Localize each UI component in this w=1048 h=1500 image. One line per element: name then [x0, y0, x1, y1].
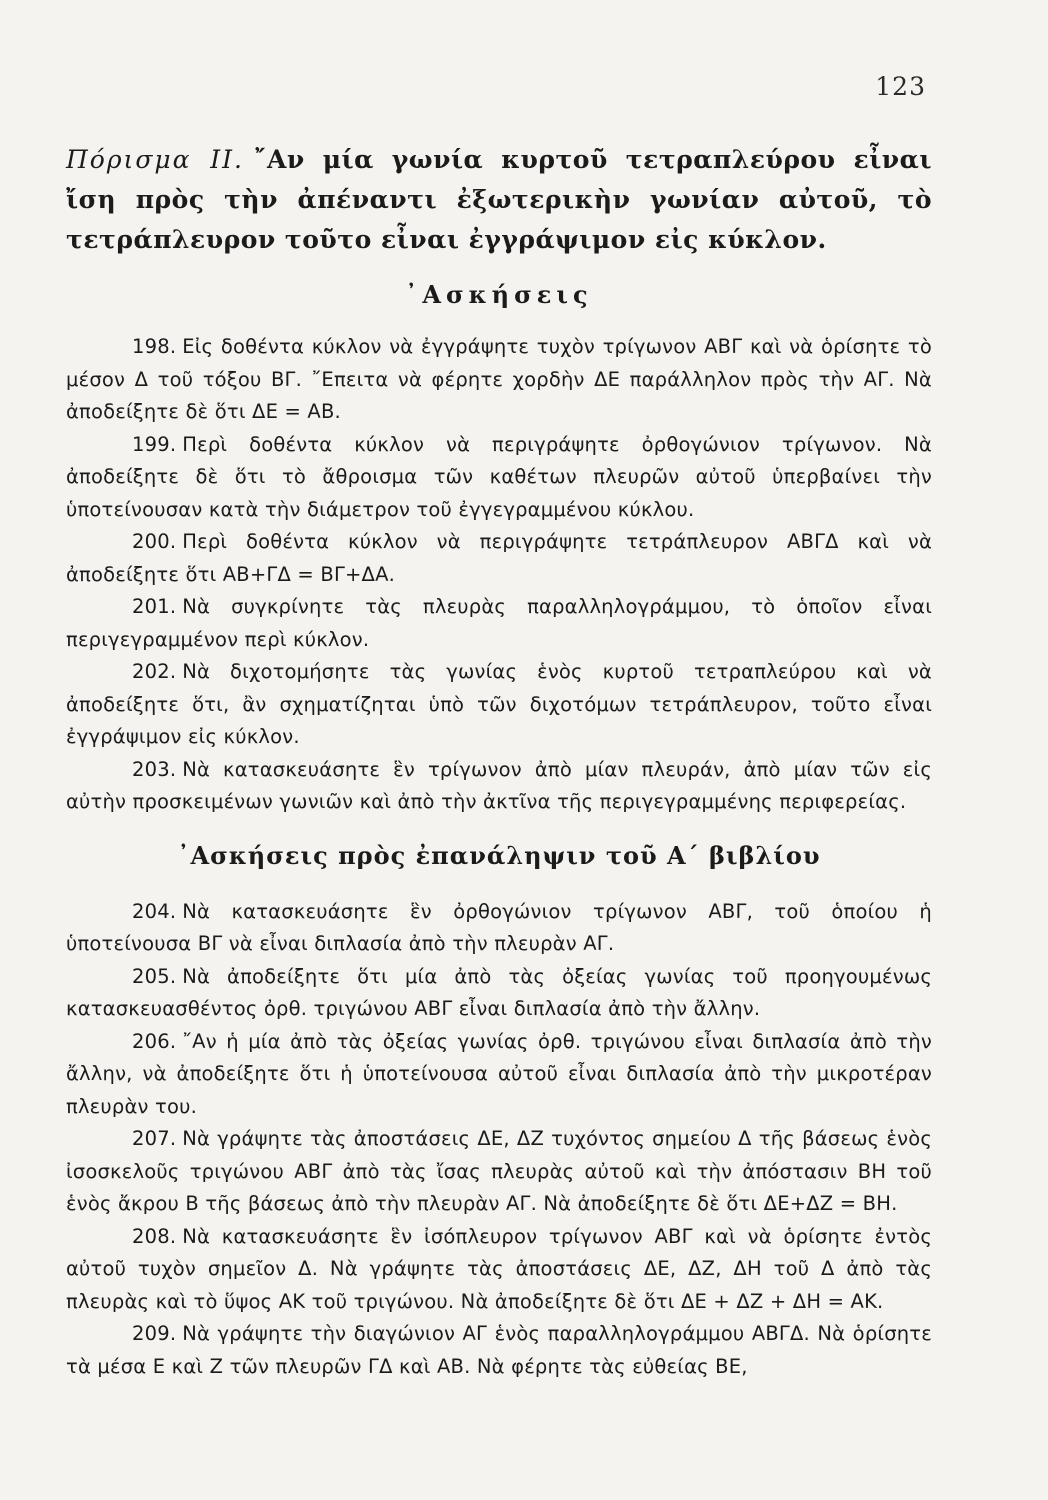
exercise-number: 209.	[132, 1322, 177, 1345]
exercise-198	[66, 331, 932, 429]
exercise-number: 208.	[132, 1224, 177, 1248]
exercise-number: 200.	[132, 530, 177, 553]
exercise-number: 198.	[132, 335, 177, 358]
exercise-number: 204.	[132, 899, 177, 923]
exercise-number: 207.	[132, 1127, 177, 1150]
exercise-text: Νὰ κατασκευάσητε ἓν ὀρθογώνιον τρίγωνον ΑΒΓ, τοῦ ὁποίου ἡ ὑποτείνουσα ΒΓ νὰ εἶναι διπλασία ἀπὸ τὴν πλευρὰν ΑΓ.	[66, 899, 932, 955]
page-content	[66, 140, 932, 1383]
exercise-201	[66, 591, 932, 656]
exercise-number: 199.	[132, 432, 177, 456]
exercise-text: Νὰ συγκρίνητε τὰς πλευρὰς παραλληλογράμμου, τὸ ὁποῖον εἶναι περιγεγραμμένον περὶ κύκλον.	[66, 595, 932, 651]
exercise-text: Νὰ διχοτομήσητε τὰς γωνίας ἑνὸς κυρτοῦ τετραπλεύρου καὶ νὰ ἀποδείξητε ὅτι, ἂν σχηματίζηται ὑπὸ τῶν διχοτόμων τετράπλευρον, τοῦτο εἶναι ἐγγράψιμον εἰς κύκλον.	[66, 660, 932, 748]
exercise-text: Νὰ γράψητε τὰς ἀποστάσεις ΔΕ, ΔΖ τυχόντος σημείου Δ τῆς βάσεως ἑνὸς ἰσοσκελοῦς τριγώνου ΑΒΓ ἀπὸ τὰς ἴσας πλευρὰς αὐτοῦ καὶ τὴν ἀπόστασιν ΒΗ τοῦ ἑνὸς ἄκρου Β τῆς βάσεως ἀπὸ τὴν πλευρὰν ΑΓ. Νὰ ἀποδείξητε δὲ ὅτι ΔΕ+ΔΖ = ΒΗ.	[66, 1127, 932, 1215]
exercise-list-2	[66, 896, 932, 1384]
review-exercises-heading: ᾿Ασκήσεις πρὸς ἐπανάληψιν τοῦ Α΄ βιβλίου	[177, 840, 821, 870]
exercises-heading: ᾿Ασκήσεις	[405, 280, 593, 309]
exercise-number: 206.	[132, 1029, 177, 1053]
exercise-204	[66, 896, 932, 961]
exercise-text: Περὶ δοθέντα κύκλον νὰ περιγράψητε ὀρθογώνιον τρίγωνον. Νὰ ἀποδείξητε δὲ ὅτι τὸ ἄθροισμα τῶν καθέτων πλευρῶν αὐτοῦ ὑπερβαίνει τὴν ὑποτείνουσαν κατὰ τὴν διάμετρον τοῦ ἐγγεγραμμένου κύκλου.	[66, 432, 932, 521]
exercise-number: 202.	[132, 660, 177, 683]
exercise-206	[66, 1026, 932, 1124]
exercise-text: Νὰ κατασκευάσητε ἓν ἰσόπλευρον τρίγωνον ΑΒΓ καὶ νὰ ὁρίσητε ἐντὸς αὐτοῦ τυχὸν σημεῖον Δ. Νὰ γράψητε τὰς ἀποστάσεις ΔΕ, ΔΖ, ΔΗ τοῦ Δ ἀπὸ τὰς πλευρὰς καὶ τὸ ὕψος ΑΚ τοῦ τριγώνου. Νὰ ἀποδείξητε δὲ ὅτι ΔΕ + ΔΖ + ΔΗ = ΑΚ.	[66, 1224, 932, 1313]
exercise-208	[66, 1221, 932, 1319]
exercise-number: 203.	[132, 757, 177, 781]
page-number: 123	[875, 72, 926, 101]
exercise-202	[66, 656, 932, 754]
exercise-text: Νὰ κατασκευάσητε ἓν τρίγωνον ἀπὸ μίαν πλευράν, ἀπὸ μίαν τῶν εἰς αὐτὴν προσκειμένων γωνιῶν καὶ ἀπὸ τὴν ἀκτῖνα τῆς περιγεγραμμένης περιφερείας.	[66, 757, 932, 813]
exercise-list-1	[66, 331, 932, 819]
corollary-statement: ῎Αν μία γωνία κυρτοῦ τετραπλεύρου εἶναι ἴση πρὸς τὴν ἀπέναντι ἐξωτερικὴν γωνίαν αὐτοῦ, τὸ τετράπλευρον τοῦτο εἶναι ἐγγράψιμον εἰς κύκλον.	[66, 145, 932, 254]
exercise-text: ῎Αν ἡ μία ἀπὸ τὰς ὀξείας γωνίας ὀρθ. τριγώνου εἶναι διπλασία ἀπὸ τὴν ἄλλην, νὰ ἀποδείξητε ὅτι ἡ ὑποτείνουσα αὐτοῦ εἶναι διπλασία ἀπὸ τὴν μικροτέραν πλευρὰν του.	[66, 1029, 932, 1118]
exercise-209	[66, 1318, 932, 1383]
exercise-text: Νὰ γράψητε τὴν διαγώνιον ΑΓ ἑνὸς παραλληλογράμμου ΑΒΓΔ. Νὰ ὁρίσητε τὰ μέσα Ε καὶ Ζ τῶν πλευρῶν ΓΔ καὶ ΑΒ. Νὰ φέρητε τὰς εὐθείας ΒΕ,	[66, 1322, 932, 1378]
corollary-paragraph	[66, 140, 932, 260]
exercise-200	[66, 526, 932, 591]
exercise-text: Περὶ δοθέντα κύκλον νὰ περιγράψητε τετράπλευρον ΑΒΓΔ καὶ νὰ ἀποδείξητε ὅτι ΑΒ+ΓΔ = ΒΓ+ΔΑ.	[66, 530, 932, 586]
exercise-199	[66, 429, 932, 527]
exercise-207	[66, 1123, 932, 1221]
exercise-text: Νὰ ἀποδείξητε ὅτι μία ἀπὸ τὰς ὀξείας γωνίας τοῦ προηγουμένως κατασκευασθέντος ὀρθ. τριγώνου ΑΒΓ εἶναι διπλασία ἀπὸ τὴν ἄλλην.	[66, 964, 932, 1020]
exercise-205	[66, 961, 932, 1026]
exercise-number: 205.	[132, 964, 177, 988]
exercise-text: Εἰς δοθέντα κύκλον νὰ ἐγγράψητε τυχὸν τρίγωνον ΑΒΓ καὶ νὰ ὁρίσητε τὸ μέσον Δ τοῦ τόξου ΒΓ. ῎Επειτα νὰ φέρητε χορδὴν ΔΕ παράλληλον πρὸς τὴν ΑΓ. Νὰ ἀποδείξητε δὲ ὅτι ΔΕ = ΑΒ.	[66, 335, 932, 423]
exercise-number: 201.	[132, 595, 177, 618]
exercise-203	[66, 754, 932, 819]
corollary-label: Πόρισμα ΙΙ.	[66, 145, 244, 174]
